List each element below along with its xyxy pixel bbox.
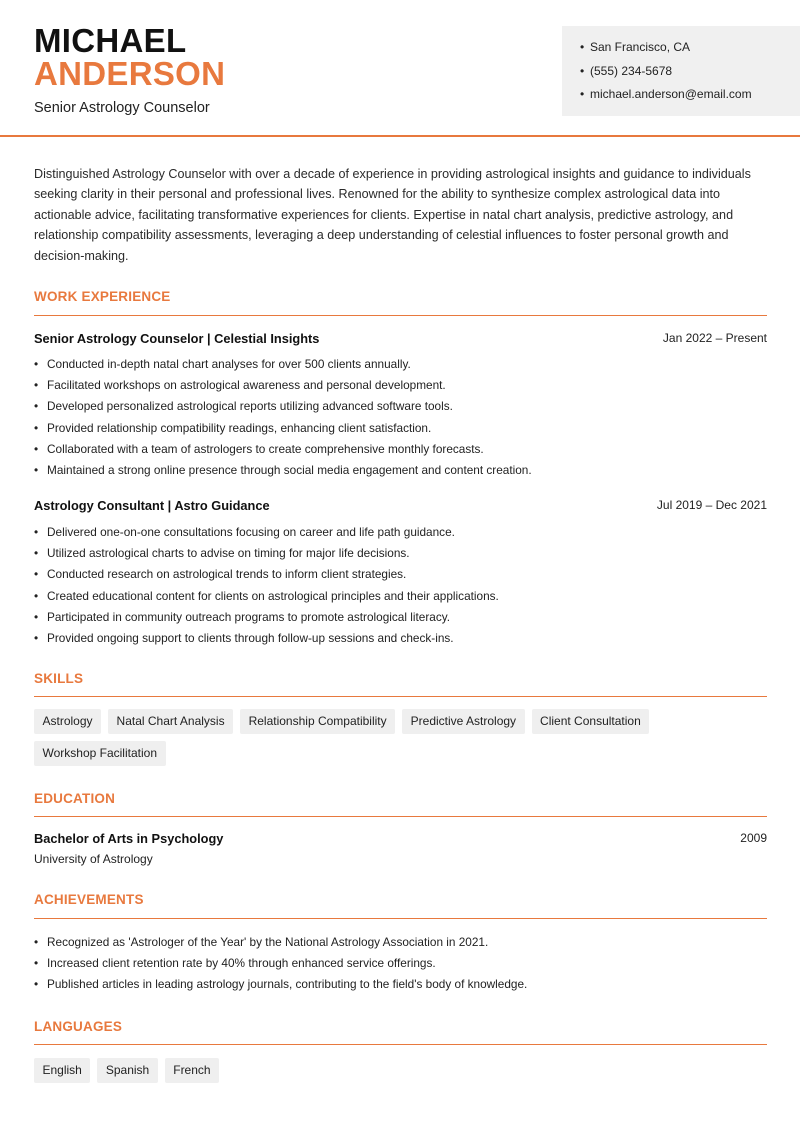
languages-list (34, 1058, 774, 1090)
section-title-achievements: ACHIEVEMENTS (34, 892, 144, 907)
first-name: MICHAEL (34, 22, 187, 59)
bullet-icon: • (34, 956, 39, 971)
contact-location-text: San Francisco, CA (590, 40, 691, 54)
section-title-education: EDUCATION (34, 791, 116, 806)
list-item (34, 934, 527, 955)
bullet-icon: • (34, 567, 39, 582)
skill-chip: Client Consultation (532, 709, 650, 734)
job-heading: Astrology Consultant | Astro Guidance (34, 498, 270, 513)
bullet-icon: • (580, 40, 585, 54)
list-item (34, 588, 499, 609)
section-divider (34, 918, 767, 919)
list-item (34, 630, 499, 651)
contact-phone-text: (555) 234-5678 (590, 63, 673, 78)
section-divider (34, 816, 767, 817)
list-item (34, 976, 527, 997)
skill-chip: Workshop Facilitation (34, 741, 166, 766)
contact-box (562, 26, 800, 116)
list-item (34, 524, 499, 545)
language-chip: English (34, 1058, 90, 1083)
list-item (34, 441, 532, 462)
bullet-icon: • (34, 630, 39, 645)
language-chip: Spanish (97, 1058, 157, 1083)
skills-list (34, 709, 774, 773)
list-item (34, 955, 527, 976)
bullet-icon: • (34, 441, 39, 456)
bullet-icon: • (34, 378, 39, 393)
professional-summary: Distinguished Astrology Counselor with over a decade of experience in providing astrological insights and guidance to individuals seeking clarity in their personal and professional lives. Renowned for the ability to synthesize complex astrological data into actionable advice, facilitating transformative experiences for clients. Expertise in natal chart analysis, predictive astrology, and relationship compatibility assessments, leveraging a deep understanding of celestial influences to foster personal growth and decision-making. (34, 167, 751, 263)
list-item-text: Published articles in leading astrology journals, contributing to the field's body of knowledge. (47, 977, 528, 992)
skill-chip: Natal Chart Analysis (108, 709, 233, 734)
skill-chip: Predictive Astrology (402, 709, 524, 734)
list-item-text: Recognized as 'Astrologer of the Year' by the National Astrology Association in 2021. (47, 935, 489, 949)
contact-email-text: michael.anderson@email.com (590, 87, 752, 101)
bullet-icon: • (580, 87, 585, 101)
contact-email (580, 86, 800, 110)
resume-header (0, 0, 800, 137)
list-item-text: Utilized astrological charts to advise on timing for major life decisions. (47, 546, 410, 561)
list-item (34, 545, 499, 566)
job-heading: Senior Astrology Counselor | Celestial Insights (34, 331, 320, 346)
list-item (34, 566, 499, 587)
bullet-icon: • (34, 399, 39, 414)
section-divider (34, 696, 767, 697)
list-item (34, 356, 532, 377)
bullet-icon: • (580, 63, 585, 78)
list-item-text: Participated in community outreach programs to promote astrological literacy. (47, 609, 451, 624)
language-chip: French (165, 1058, 219, 1083)
bullet-icon: • (34, 546, 39, 561)
list-item-text: Collaborated with a team of astrologers to create comprehensive monthly forecasts. (47, 441, 484, 456)
contact-phone (580, 63, 800, 87)
bullet-icon: • (34, 525, 39, 539)
section-title-skills: SKILLS (34, 671, 84, 686)
job-date: Jan 2022 – Present (662, 331, 767, 345)
job-date: Jul 2019 – Dec 2021 (656, 498, 767, 512)
section-divider (34, 315, 767, 316)
education-year: 2009 (740, 831, 767, 845)
list-item-text: Developed personalized astrological reports utilizing advanced software tools. (47, 399, 453, 414)
skill-chip: Relationship Compatibility (240, 709, 395, 734)
bullet-icon: • (34, 420, 39, 435)
job-bullets (34, 524, 499, 651)
job-bullets (34, 356, 532, 483)
bullet-icon: • (34, 462, 39, 477)
list-item-text: Created educational content for clients on astrological principles and their applications. (47, 588, 499, 603)
last-name: ANDERSON (34, 55, 226, 92)
bullet-icon: • (34, 357, 39, 371)
list-item (34, 462, 532, 483)
bullet-icon: • (34, 977, 39, 992)
bullet-icon: • (34, 609, 39, 624)
section-title-work: WORK EXPERIENCE (34, 289, 171, 304)
list-item-text: Conducted in-depth natal chart analyses for over 500 clients annually. (47, 357, 411, 371)
list-item-text: Provided ongoing support to clients through follow-up sessions and check-ins. (47, 630, 454, 645)
list-item (34, 609, 499, 630)
list-item (34, 398, 532, 419)
bullet-icon: • (34, 935, 39, 949)
list-item-text: Facilitated workshops on astrological awareness and personal development. (47, 378, 446, 393)
list-item (34, 377, 532, 398)
list-item-text: Delivered one-on-one consultations focusing on career and life path guidance. (47, 525, 455, 539)
contact-location (580, 39, 800, 63)
section-divider (34, 1044, 767, 1045)
education-degree: Bachelor of Arts in Psychology (34, 831, 224, 846)
section-title-languages: LANGUAGES (34, 1019, 123, 1034)
education-school: University of Astrology (34, 852, 153, 866)
list-item-text: Increased client retention rate by 40% through enhanced service offerings. (47, 956, 436, 971)
list-item-text: Maintained a strong online presence through social media engagement and content creation. (47, 462, 532, 477)
bullet-icon: • (34, 588, 39, 603)
list-item-text: Provided relationship compatibility readings, enhancing client satisfaction. (47, 420, 432, 435)
list-item (34, 420, 532, 441)
job-role-title: Senior Astrology Counselor (34, 100, 210, 116)
achievements-list (34, 934, 527, 998)
skill-chip: Astrology (34, 709, 101, 734)
list-item-text: Conducted research on astrological trends to inform client strategies. (47, 567, 407, 582)
